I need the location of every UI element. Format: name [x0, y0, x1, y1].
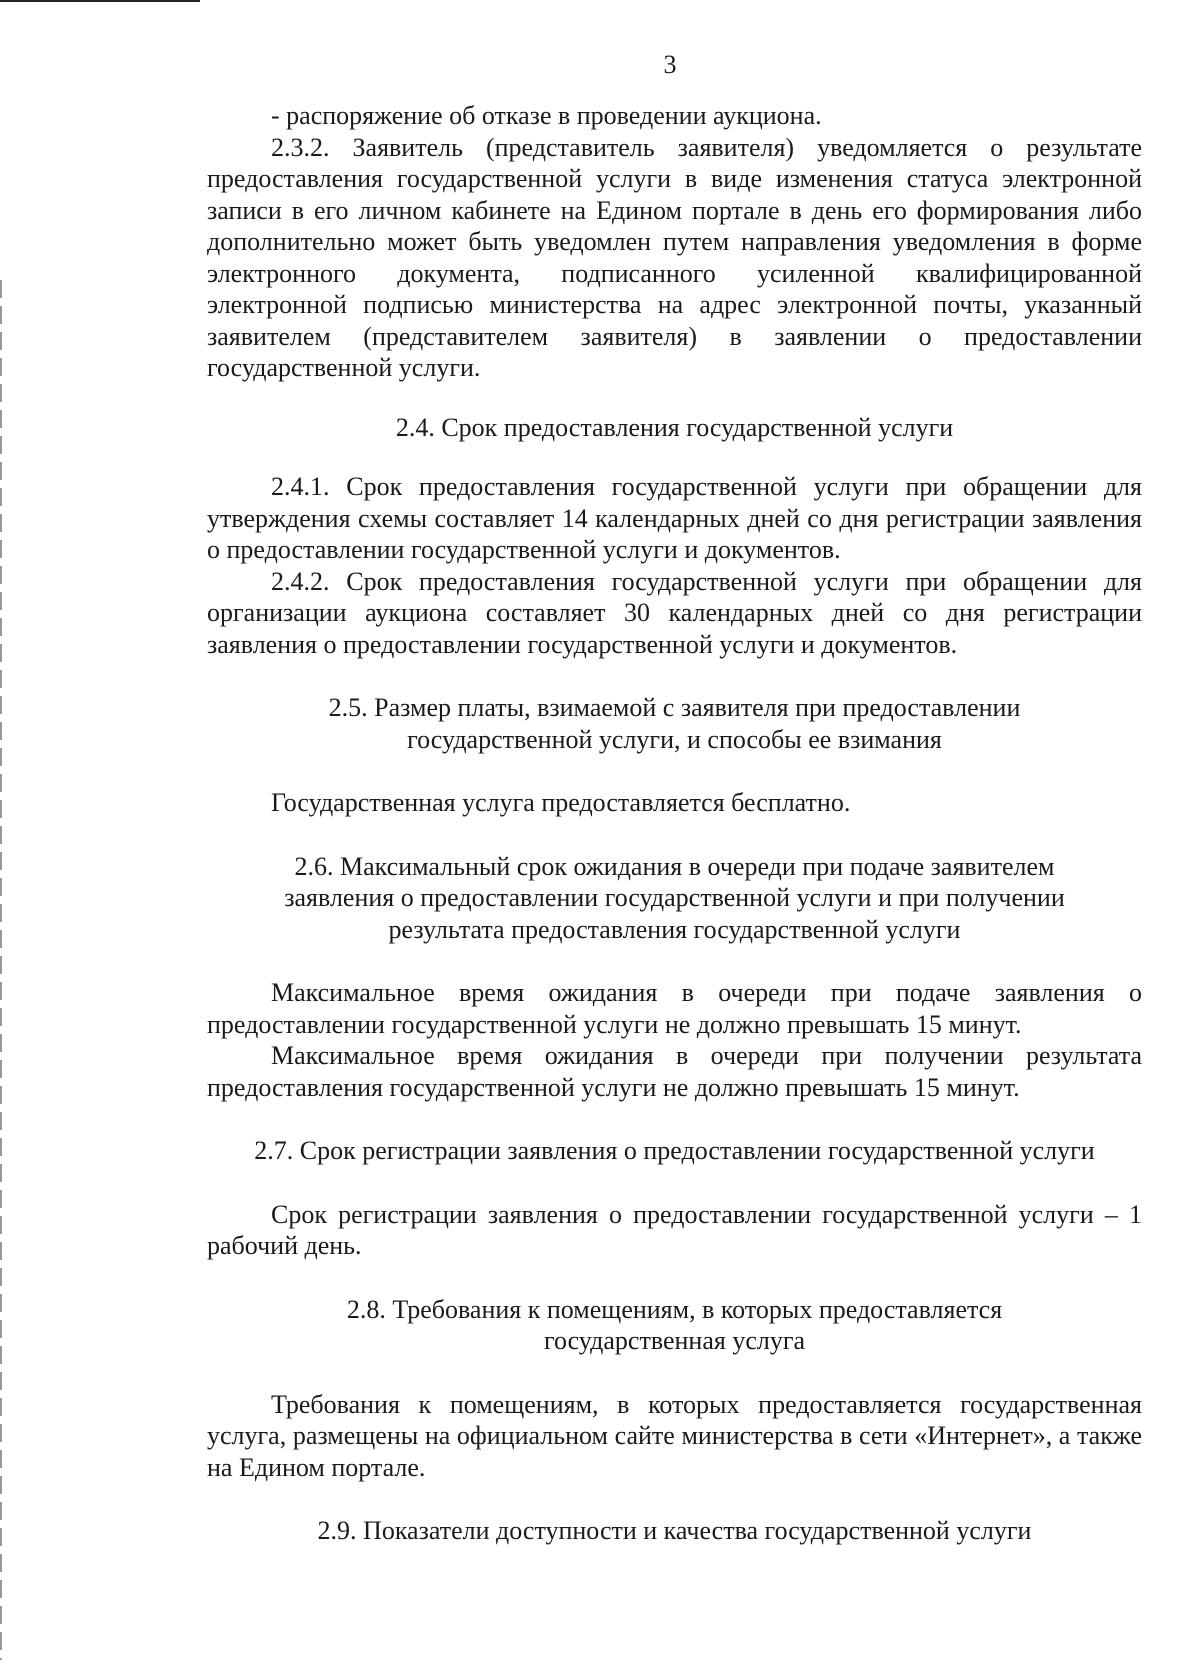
scan-edge-mark — [0, 0, 200, 2]
heading-2-6-line-2: заявления о предоставлении государственной услуги и при получении — [284, 883, 1065, 912]
paragraph-auction-refusal: - распоряжение об отказе в проведении аукциона. — [271, 101, 822, 130]
paragraph-2-3-2: 2.3.2. Заявитель (представитель заявителя) уведомляется о результате предоставления государственной услуги в виде изменения статуса электронной записи в его личном кабинете на Едином портале в день его формирования либо дополнительно может быть уведомлен путем направления уведомления в форме электронного документа, подписанного усиленной квалифицированной электронной подписью министерства на адрес электронной почты, указанный заявителем (представителем заявителя) в заявлении о предоставлении государственной услуги. — [207, 132, 1142, 382]
heading-2-8 — [207, 1294, 1142, 1357]
paragraph-2-4-2: 2.4.2. Срок предоставления государственной услуги при обращении для организации аукциона составляет 30 календарных дней со дня регистрации заявления о предоставлении государственной услуги и документов. — [207, 566, 1142, 659]
heading-2-5-line-2: государственной услуги, и способы ее взимания — [407, 724, 942, 754]
paragraph-registration-term: Срок регистрации заявления о предоставлении государственной услуги – 1 рабочий день. — [207, 1199, 1142, 1260]
heading-2-6-line-3: результата предоставления государственной услуги — [388, 914, 961, 944]
paragraph-queue-submission: Максимальное время ожидания в очереди при подаче заявления о предоставлении государственной услуги не должно превышать 15 минут. — [207, 978, 1142, 1039]
heading-2-7: 2.7. Срок регистрации заявления о предоставлении государственной услуги — [254, 1136, 1095, 1165]
heading-2-9: 2.9. Показатели доступности и качества государственной услуги — [317, 1516, 1032, 1545]
heading-2-5-line-1: 2.5. Размер платы, взимаемой с заявителя при предоставлении — [328, 693, 1021, 722]
scan-edge-shadow — [0, 280, 2, 1660]
heading-2-8-line-1: 2.8. Требования к помещениям, в которых предоставляется — [346, 1294, 1003, 1324]
heading-2-6-line-1: 2.6. Максимальный срок ожидания в очереди при подаче заявителем — [294, 851, 1055, 881]
paragraph-queue-result: Максимальное время ожидания в очереди при получении результата предоставления государственной услуги не должно превышать 15 минут. — [207, 1041, 1142, 1102]
document-body — [207, 100, 1142, 1547]
paragraph-premises-requirements: Требования к помещениям, в которых предоставляется государственная услуга, размещены на официальном сайте министерства в сети «Интернет», а также на Едином портале. — [207, 1389, 1142, 1482]
heading-2-4: 2.4. Срок предоставления государственной услуги — [395, 412, 954, 442]
heading-2-5 — [207, 692, 1142, 755]
paragraph-free-service: Государственная услуга предоставляется бесплатно. — [271, 788, 851, 817]
paragraph-2-4-1: 2.4.1. Срок предоставления государственной услуги при обращении для утверждения схемы составляет 14 календарных дней со дня регистрации заявления о предоставлении государственной услуги и документов. — [207, 472, 1142, 564]
heading-2-8-line-2: государственная услуга — [543, 1326, 806, 1355]
heading-2-6 — [207, 851, 1142, 946]
page-number: 3 — [663, 50, 677, 79]
